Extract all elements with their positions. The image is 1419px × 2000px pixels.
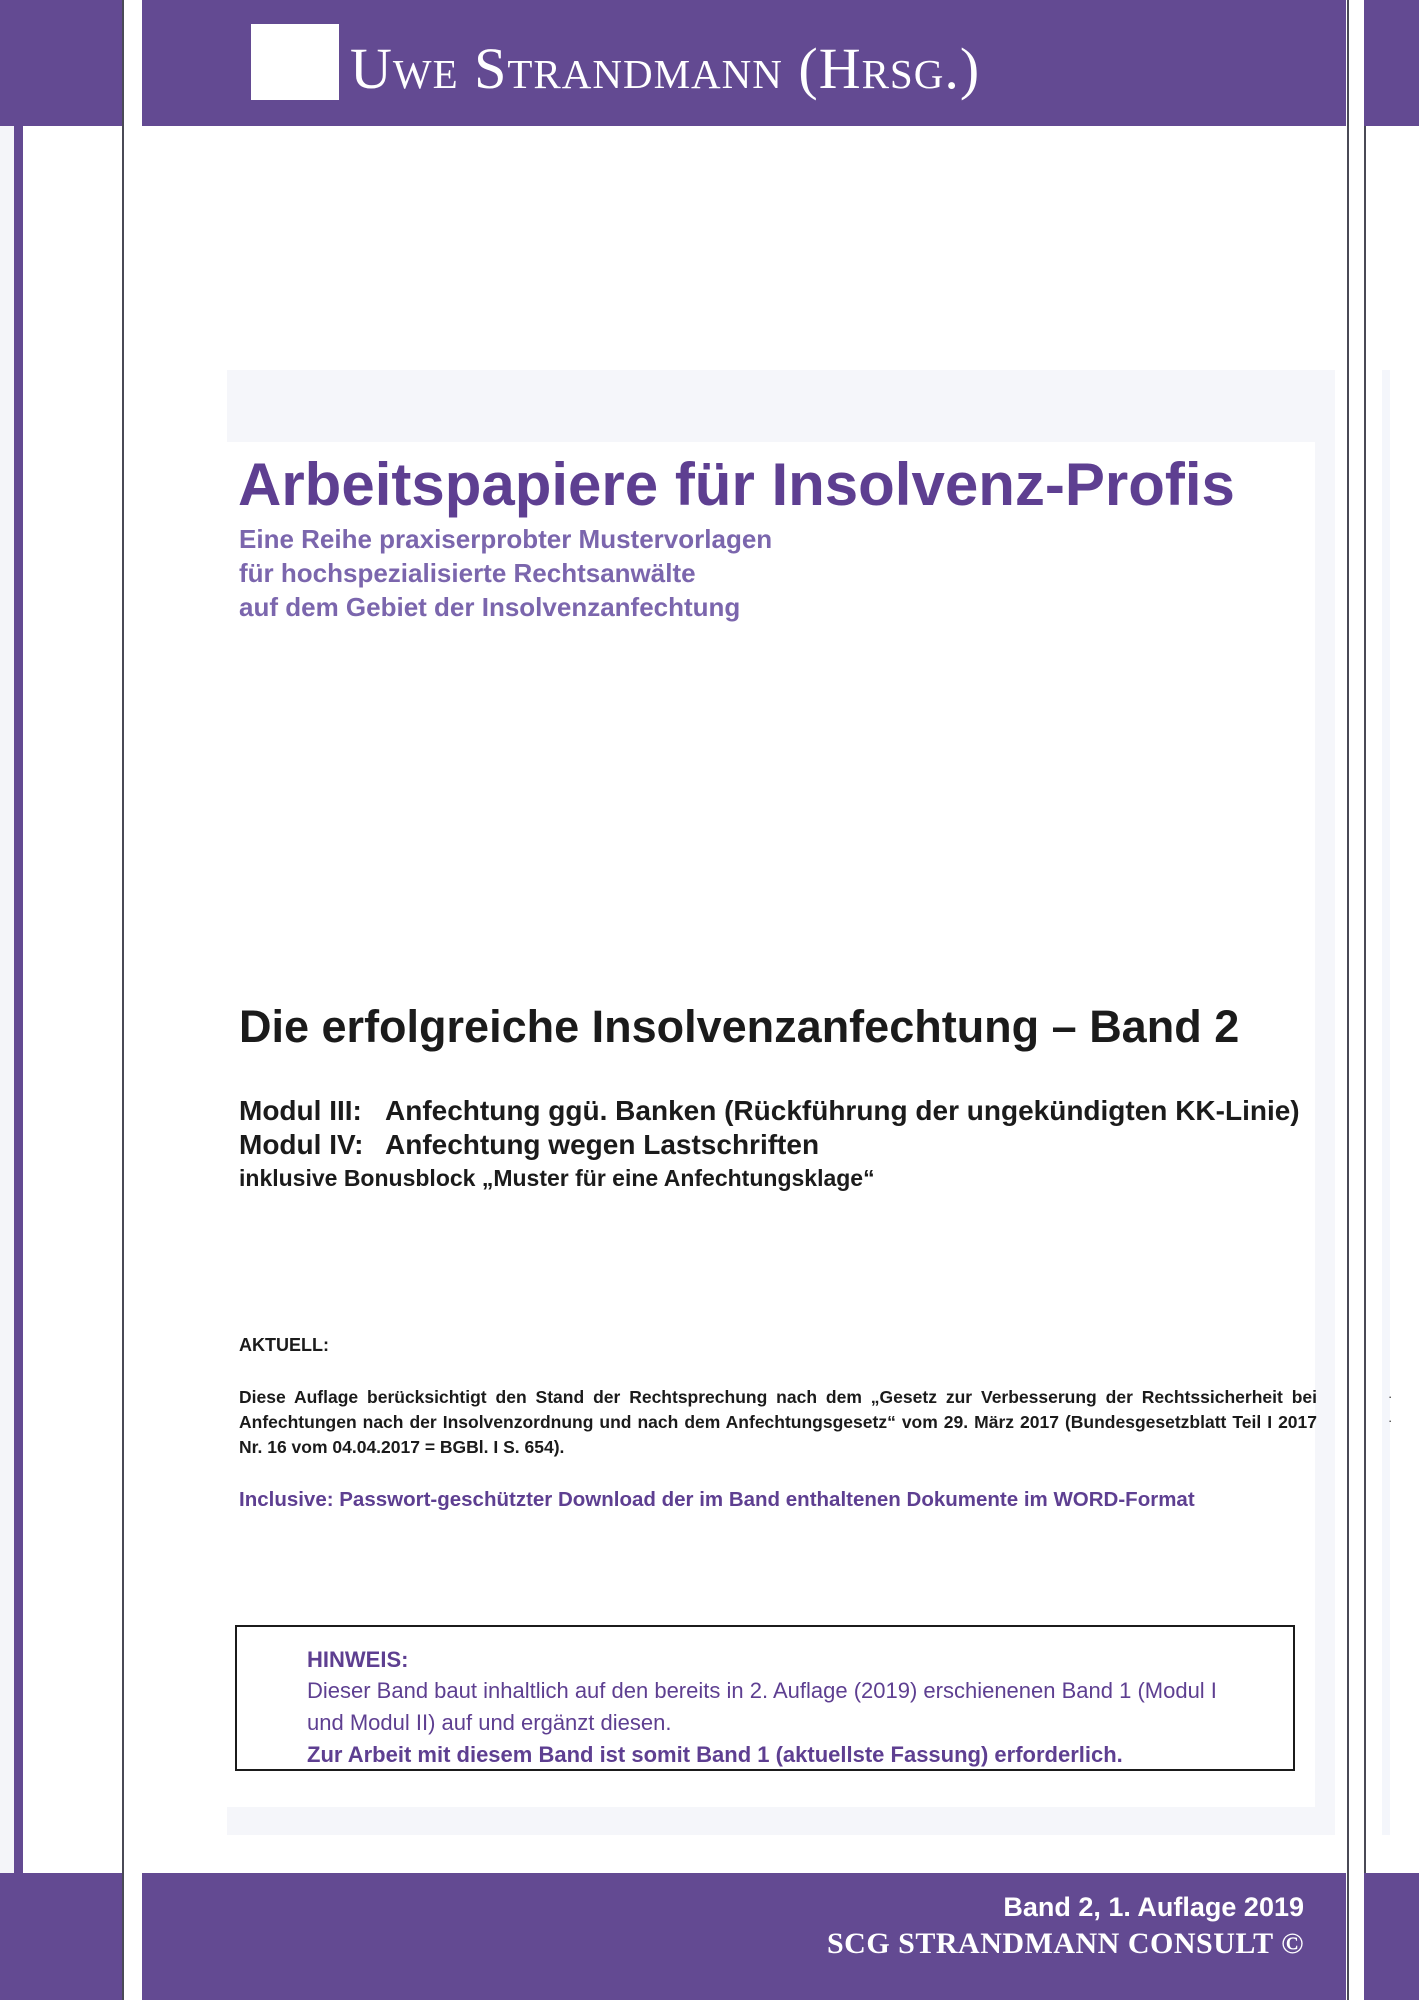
series-subtitle-line: für hochspezialisierte Rechtsanwälte (239, 558, 696, 588)
aktuell-heading: AKTUELL: (239, 1335, 329, 1355)
edition-label: Band 2, 1. Auflage 2019 (1003, 1892, 1304, 1922)
module-title: Anfechtung ggü. Banken (Rückführung der ungekündigten KK-Linie) (385, 1095, 1300, 1126)
book-title: Die erfolgreiche Insolvenzanfechtung – Band 2 (239, 1001, 1240, 1052)
download-note: Inclusive: Passwort-geschützter Download der im Band enthaltenen Dokumente im WORD-Format (239, 1488, 1195, 1511)
notice-box (235, 1625, 1295, 1771)
series-subtitle (239, 522, 772, 624)
module-item (239, 1094, 1300, 1128)
logo-square (251, 24, 339, 100)
notice-requirement: Zur Arbeit mit diesem Band ist somit Band 1 (aktuellste Fassung) erforderlich. (307, 1742, 1123, 1767)
module-key: Modul III: (239, 1095, 362, 1126)
series-title: Arbeitspapiere für Insolvenz-Profis (238, 451, 1235, 518)
right-page-top-band (1364, 0, 1419, 126)
right-page-text-marks: · · (1388, 1389, 1393, 1428)
right-page-bottom-band (1364, 1873, 1419, 2000)
publisher-label: SCG STRANDMANN CONSULT © (827, 1927, 1304, 1960)
author-name (350, 34, 980, 104)
author-name-text: Uwe Strandmann (Hrsg.) (350, 36, 981, 101)
right-page-edge-rule (1364, 126, 1366, 1873)
left-page-bottom-band (0, 1873, 122, 2000)
left-page-divider (122, 0, 124, 2000)
module-key: Modul IV: (239, 1129, 364, 1160)
right-page-panel-edge (1382, 370, 1393, 1835)
module-item (239, 1128, 1300, 1162)
series-subtitle-line: auf dem Gebiet der Insolvenzanfechtung (239, 592, 741, 622)
bonus-note: inklusive Bonusblock „Muster für eine Anfechtungsklage“ (239, 1165, 875, 1191)
notice-heading: HINWEIS: (307, 1647, 409, 1672)
left-page-spine-stripe (14, 126, 23, 1873)
left-page-edge (0, 126, 14, 1873)
series-subtitle-line: Eine Reihe praxiserprobter Mustervorlagen (239, 524, 773, 554)
left-page-top-band (0, 0, 122, 126)
module-list (239, 1094, 1300, 1194)
module-title: Anfechtung wegen Lastschriften (385, 1129, 820, 1160)
right-page-divider (1347, 0, 1349, 2000)
aktuell-body: Diese Auflage berücksichtigt den Stand der Rechtsprechung nach dem „Gesetz zur Verbesserung der Rechtssicherheit bei Anfechtungen nach der Insolvenzordnung und nach dem Anfechtungsgesetz“ vom 29. März 2017 (Bundesgesetzblatt Teil I 2017 Nr. 16 vom 04.04.2017 = BGBl. I S. 654). (239, 1387, 1317, 1457)
notice-text: Dieser Band baut inhaltlich auf den bereits in 2. Auflage (2019) erschienenen Band 1 (Modul I und Modul II) auf und ergänzt diesen. (307, 1678, 1217, 1735)
notice-content (307, 1645, 1253, 1771)
